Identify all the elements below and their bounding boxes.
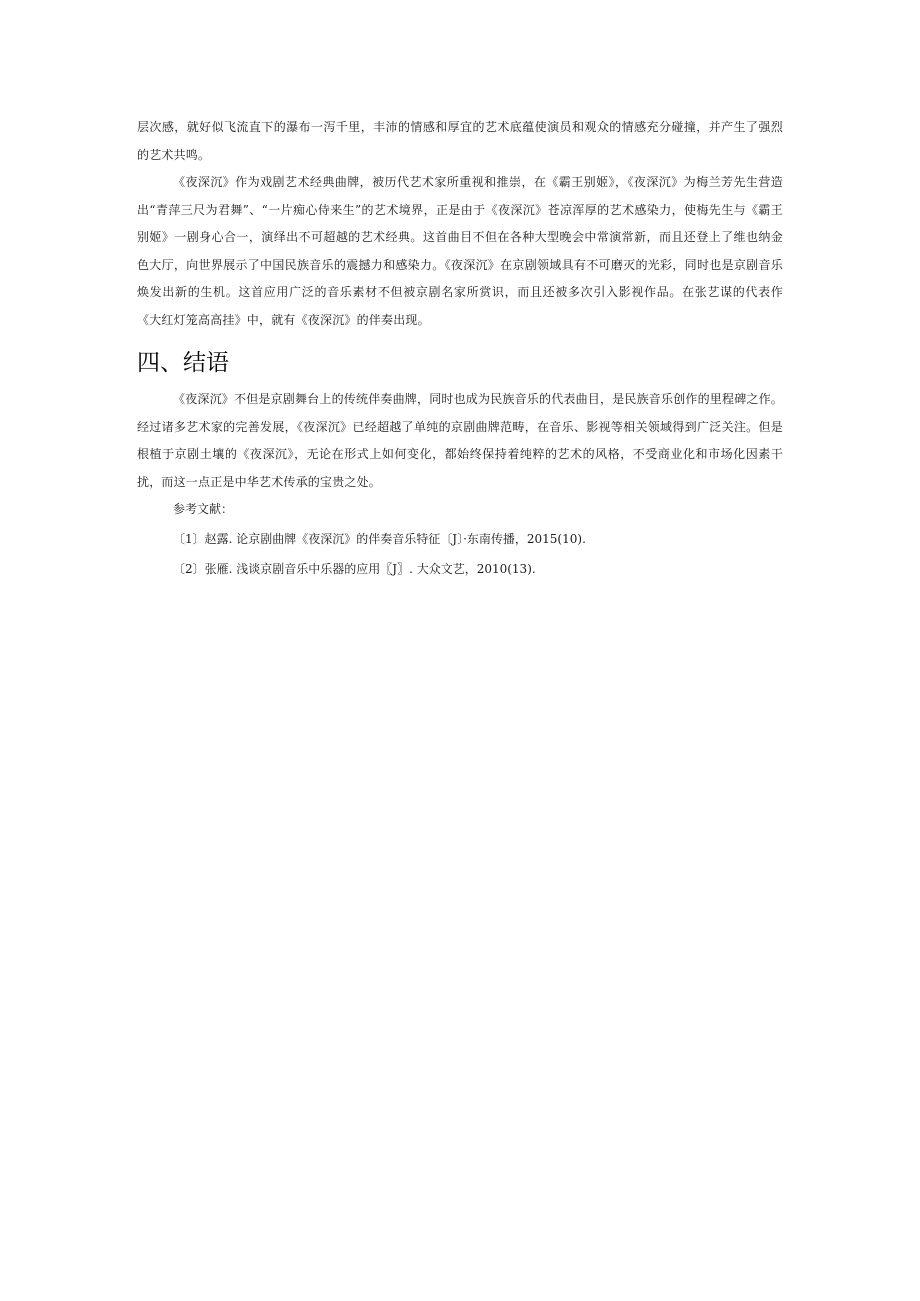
section-heading-conclusion: 四、结语 [137,350,229,376]
conclusion-paragraph: 《夜深沉》不但是京剧舞台上的传统伴奏曲牌，同时也成为民族音乐的代表曲目，是民族音乐创作的里程碑之作。经过诸多艺术家的完善发展，《夜深沉》已经超越了单纯的京剧曲牌范畴，在音乐、影视等相关领域得到广泛关注。但是根植于京剧土壤的《夜深沉》，无论在形式上如何变化，都始终保持着纯粹的艺术的风格，不受商业化和市场化因素干扰，而这一点正是中华艺术传承的宝贵之处。 [137,392,784,489]
body-paragraph-1: 层次感，就好似飞流直下的瀑布一泻千里，丰沛的情感和厚宜的艺术底蕴使演员和观众的情感充分碰撞，并产生了强烈的艺术共鸣。 [137,120,783,162]
reference-item-1: 〔1〕赵露. 论京剧曲牌《夜深沉》的伴奏音乐特征〔J〕·东南传播，2015(10). [173,531,586,546]
document-page [137,114,783,584]
reference-item-2: 〔2〕张雁. 浅谈京剧音乐中乐器的应用〖J〗. 大众文艺，2010(13). [173,561,536,576]
body-paragraph-2: 《夜深沉》作为戏剧艺术经典曲牌，被历代艺术家所重视和推崇，在《霸王别姬》，《夜深沉》为梅兰芳先生营造出“青萍三尺为君舞”、“一片痴心侍来生”的艺术境界，正是由于《夜深沉》苍凉浑厚的艺术感染力，使梅先生与《霸王别姬》一剧身心合一，演绎出不可超越的艺术经典。这首曲目不但在各种大型晚会中常演常新，而且还登上了维也纳金色大厅，向世界展示了中国民族音乐的震撼力和感染力。《夜深沉》在京剧领域具有不可磨灭的光彩，同时也是京剧音乐焕发出新的生机。这首应用广泛的音乐素材不但被京剧名家所赏识，而且还被多次引入影视作品。在张艺谋的代表作《大红灯笼高高挂》中，就有《夜深沉》的伴奏出现。 [137,175,783,327]
references-label: 参考文献： [173,502,234,516]
